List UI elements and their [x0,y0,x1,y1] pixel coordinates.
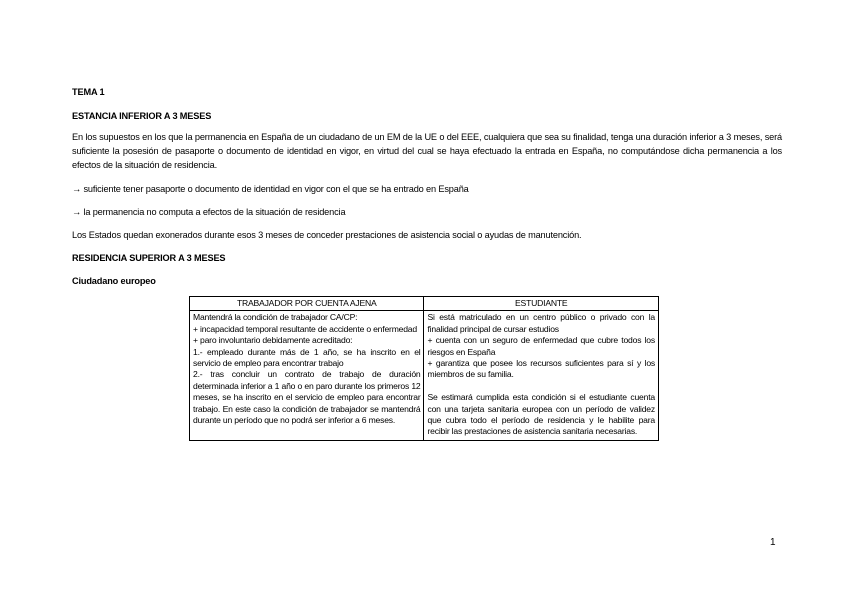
table-header-row [190,297,659,311]
tema-title: TEMA 1 [72,87,105,97]
conditions-table [189,296,659,441]
header-estudiante: ESTUDIANTE [424,297,659,311]
table-row [190,311,659,440]
page-number: 1 [770,537,776,548]
trabajador-line: + incapacidad temporal resultante de accidente o enfermedad [193,323,417,334]
spacer [427,381,655,392]
cell-estudiante [424,311,659,440]
estudiante-line: + cuenta con un seguro de enfermedad que cubre todos los riesgos en España [427,335,655,357]
estudiante-line: + garantiza que posee los recursos suficientes para sí y los miembros de su familia. [427,358,655,380]
arrow-item-1: → suficiente tener pasaporte o documento de identidad en vigor con el que se ha entrado en España [72,184,469,194]
paragraph-exoneracion: Los Estados quedan exonerados durante esos 3 meses de conceder prestaciones de asistencia social o ayudas de manutención. [72,230,582,240]
estudiante-line: Si está matriculado en un centro público o privado con la finalidad principal de cursar estudios [427,312,655,334]
heading-ciudadano: Ciudadano europeo [72,276,156,286]
paragraph-estancia: En los supuestos en los que la permanencia en España de un ciudadano de un EM de la UE o del EEE, cualquiera que sea su finalidad, tenga una duración inferior a 3 meses, será suficiente la posesión de pasaporte o documento de identidad en vigor, en virtud del cual se haya efectuado la entrada en España, no computándose dicha permanencia a los efectos de la situación de residencia. [72,132,782,170]
arrow-item-2: → la permanencia no computa a efectos de la situación de residencia [72,207,346,217]
heading-estancia: ESTANCIA INFERIOR A 3 MESES [72,111,212,121]
trabajador-line: + paro involuntario debidamente acreditado: [193,335,353,346]
header-trabajador: TRABAJADOR POR CUENTA AJENA [190,297,424,311]
heading-residencia: RESIDENCIA SUPERIOR A 3 MESES [72,253,226,263]
trabajador-line: 1.- empleado durante más de 1 año, se ha inscrito en el servicio de empleo para encontrar trabajo [193,346,421,369]
estudiante-line: Se estimará cumplida esta condición si el estudiante cuenta con una tarjeta sanitaria europea con un período de validez que cubra todo el período de residencia y le habilite para recibir las prestaciones de asistencia sanitaria necesarias. [427,392,655,437]
trabajador-line: Mantendrá la condición de trabajador CA/CP: [193,312,358,323]
trabajador-line: 2.- tras concluir un contrato de trabajo de duración determinada inferior a 1 año o en paro durante los primeros 12 meses, se ha inscrito en el servicio de empleo para encontrar trabajo. En este caso la condición de trabajador se mantendrá durante un período que no podrá ser inferior a 6 meses. [193,369,421,426]
cell-trabajador [190,311,424,440]
